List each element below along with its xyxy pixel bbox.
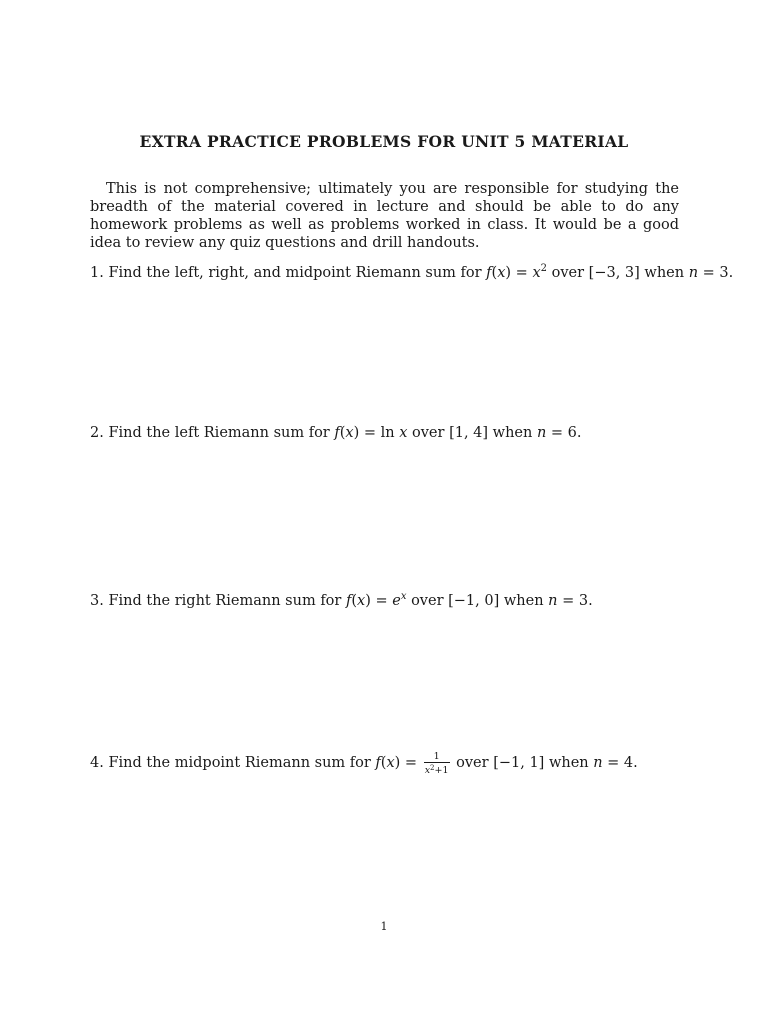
function-expression: $f(x) = x^2$ [486, 263, 547, 281]
interval: [−3, 3] [588, 265, 640, 281]
problem-number: 3. [90, 593, 104, 609]
function-expression: $f(x) = e^x$ [345, 591, 407, 609]
when-word: when [503, 593, 544, 609]
problem-text: Find the left, right, and midpoint Riemann sum for [108, 265, 482, 281]
over-word: over [551, 265, 585, 281]
intro-paragraph: This is not comprehensive; ultimately you are responsible for studying the breadth of the material covered in lecture and should be able to do any homework problems as well as problems worked in class. It would be a good idea to review any quiz questions and drill handouts. [90, 181, 679, 251]
when-word: when [548, 755, 589, 771]
problem-text: Find the right Riemann sum for [108, 593, 342, 609]
over-word: over [412, 425, 445, 441]
over-word: over [456, 755, 489, 771]
when-word: when [644, 265, 685, 281]
n-value: n = 6. [536, 425, 582, 441]
function-expression: f(x) = $\frac{1}{x^2+1}$ [375, 751, 449, 776]
page-number: 1 [380, 920, 388, 933]
document-title: EXTRA PRACTICE PROBLEMS FOR UNIT 5 MATERIAL [139, 132, 629, 151]
problem-number: 4. [90, 755, 104, 771]
n-value: n = 3. [688, 265, 734, 281]
over-word: over [411, 593, 444, 609]
interval: [−1, 1] [493, 755, 545, 771]
interval: [1, 4] [449, 425, 489, 441]
problem-4 [90, 752, 690, 776]
problem-1 [90, 260, 734, 282]
problem-text: Find the left Riemann sum for [108, 425, 330, 441]
interval: [−1, 0] [448, 593, 500, 609]
function-expression: f(x) = ln x [334, 425, 408, 441]
problem-number: 2. [90, 425, 104, 441]
problem-3 [90, 588, 690, 610]
n-value: n = 3. [548, 593, 593, 609]
n-value: n = 4. [593, 755, 638, 771]
problem-number: 1. [90, 265, 104, 281]
fraction: $\frac{1}{x^2+1}$ [424, 751, 449, 776]
when-word: when [492, 425, 533, 441]
problem-text: Find the midpoint Riemann sum for [108, 755, 371, 771]
problem-2 [90, 424, 690, 442]
